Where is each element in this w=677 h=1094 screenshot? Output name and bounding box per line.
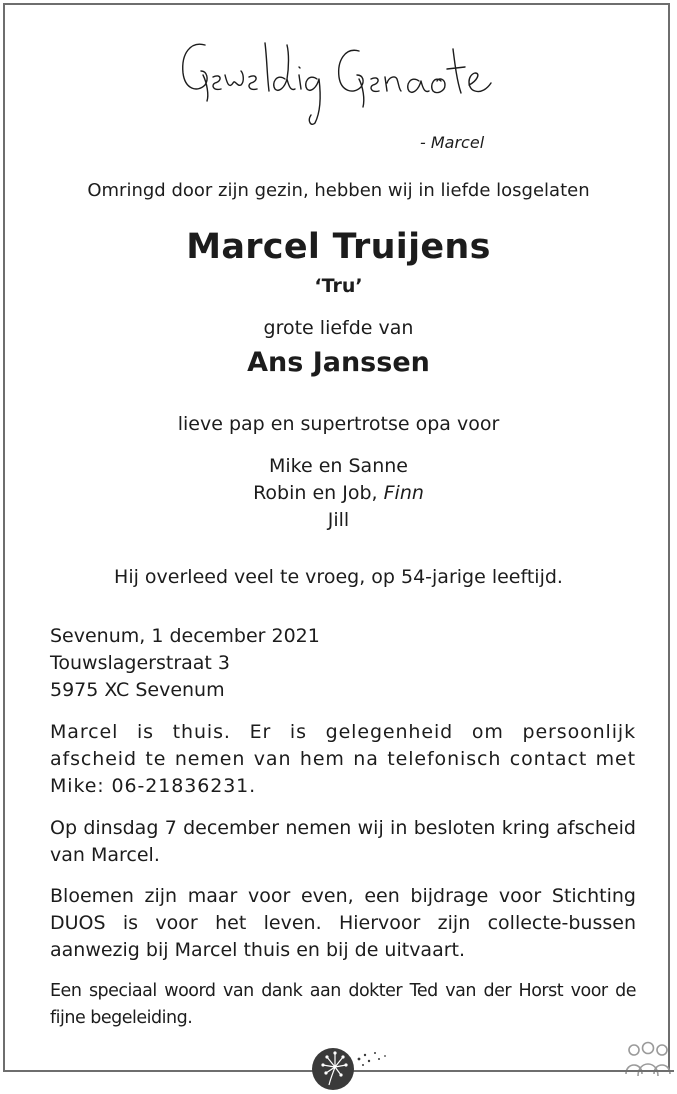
people-group-icon xyxy=(624,1040,672,1080)
place-date: Sevenum, 1 december 2021 xyxy=(50,625,320,647)
street-address: Touwslagerstraat 3 xyxy=(50,652,230,674)
deceased-nickname: ‘Tru’ xyxy=(314,275,363,297)
deceased-name: Marcel Truijens xyxy=(186,227,491,267)
partner-name: Ans Janssen xyxy=(247,347,430,378)
children-intro: lieve pap en supertrotse opa voor xyxy=(177,413,500,435)
address-block xyxy=(50,623,636,704)
intro-text: Omringd door zijn gezin, hebben wij in liefde losgelaten xyxy=(87,180,590,201)
signature-credit: - Marcel xyxy=(420,133,485,152)
visit-paragraph: Marcel is thuis. Er is gelegenheid om persoonlijk afscheid te nemen van hem na telefonisch contact met Mike: 06-21836231. xyxy=(50,721,636,797)
handwritten-signature xyxy=(177,39,507,131)
children-line-1: Mike en Sanne xyxy=(269,455,408,477)
children-line-3: Jill xyxy=(327,509,350,531)
flowers-paragraph: Bloemen zijn maar voor even, een bijdrage voor Stichting DUOS is voor het leven. Hiervoor zijn collecte-bussen aanwezig bij Marcel thuis en bij de uitvaart. xyxy=(50,885,636,961)
postal-address: 5975 XC Sevenum xyxy=(50,679,225,701)
obituary-card xyxy=(3,3,670,1070)
passing-text: Hij overleed veel te vroeg, op 54-jarige leeftijd. xyxy=(114,566,563,588)
dandelion-logo-icon xyxy=(309,1047,395,1091)
children-line-2 xyxy=(5,480,672,507)
children-line-2-prefix: Robin en Job, xyxy=(253,482,384,504)
children-list xyxy=(5,453,672,534)
thanks-paragraph: Een speciaal woord van dank aan dokter Ted van der Horst voor de fijne begeleiding. xyxy=(50,981,636,1028)
farewell-paragraph: Op dinsdag 7 december nemen wij in besloten kring afscheid van Marcel. xyxy=(50,817,636,866)
partner-intro: grote liefde van xyxy=(263,317,414,339)
grandchild-name: Finn xyxy=(383,482,424,504)
